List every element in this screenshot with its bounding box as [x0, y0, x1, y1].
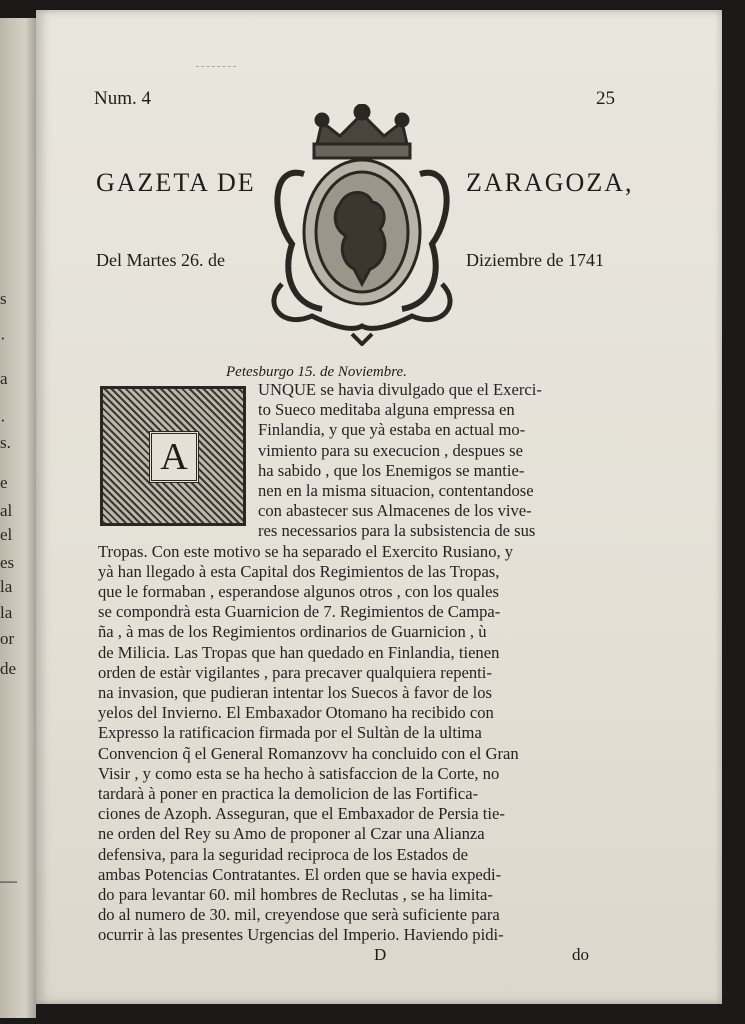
adjacent-page-fragment: es [0, 553, 15, 572]
signature-mark: D [374, 945, 387, 964]
article-line: ocurrir à las presentes Urgencias del Imperio. Haviendo pidi- [98, 925, 504, 945]
article-line: Visir , y como esta se ha hecho à satisfaccion de la Corte, no [98, 763, 500, 783]
masthead-title-right: ZARAGOZA, [466, 168, 634, 197]
article-line: Convencion q̃ el General Romanzovv ha concluido con el Gran [98, 743, 519, 763]
article-line: ña , à mas de los Regimientos ordinarios de Guarnicion , ù [98, 622, 487, 642]
article-line: Tropas. Con este motivo se ha separado el Exercito Rusiano, y [98, 541, 514, 561]
adjacent-page-fragment: de [0, 659, 17, 678]
article-line: se compondrà esta Guarnicion de 7. Regimientos de Campa- [98, 602, 501, 622]
page-number: 25 [596, 88, 615, 109]
ink-mark [196, 66, 236, 75]
adjacent-page-fragment: or [0, 629, 15, 648]
article-line: yà han llegado à esta Capital dos Regimientos de las Tropas, [98, 561, 500, 581]
article-dateline: Petesburgo 15. de Noviembre. [226, 364, 407, 380]
article-line: yelos del Invierno. El Embaxador Otomano ha recibido con [98, 703, 494, 723]
article-line: ambas Potencias Contratantes. El orden que se havia expedi- [98, 864, 502, 884]
adjacent-page-fragment: la [0, 577, 13, 596]
royal-crest-lion-icon [262, 104, 462, 346]
issue-date-right: Diziembre de 1741 [466, 250, 604, 270]
issue-date-left: Del Martes 26. de [96, 250, 225, 270]
issue-number: Num. 4 [94, 88, 151, 109]
adjacent-page-fragment: la [0, 603, 13, 622]
adjacent-page-fragment: e [0, 473, 8, 492]
article-line: do al numero de 30. mil, creyendose que serà suficiente para [98, 905, 500, 925]
adjacent-page-fragment: s [0, 289, 7, 308]
article-line: orden de estàr vigilantes , para precaver qualquiera repenti- [98, 662, 492, 682]
catchword: do [572, 945, 589, 964]
article-line: ciones de Azoph. Asseguran, que el Embaxador de Persia tie- [98, 804, 505, 824]
article-line: res necessarios para la subsistencia de sus [258, 521, 536, 541]
article-line: ne orden del Rey su Amo de proponer al Czar una Alianza [98, 824, 485, 844]
article-line: Finlandia, y que yà estaba en actual mo- [258, 420, 526, 440]
article-line: na invasion, que pudieran intentar los Suecos à favor de los [98, 683, 492, 702]
gazette-page [36, 10, 722, 1004]
adjacent-page-fragment: · [0, 329, 6, 348]
article-line: to Sueco meditaba alguna empressa en [258, 400, 515, 420]
masthead-title-left: GAZETA DE [96, 168, 256, 197]
adjacent-page-fragment: s. [0, 433, 11, 452]
adjacent-page-fragment: a [0, 369, 8, 388]
adjacent-page-fragment: — [0, 871, 17, 890]
article-line: defensiva, para la seguridad reciproca de los Estados de [98, 844, 468, 864]
article-line: vimiento para su execucion , despues se [258, 440, 523, 460]
decorated-initial [100, 386, 246, 526]
initial-letter: A [149, 431, 199, 483]
adjacent-page-fragment: al [0, 501, 13, 520]
article-line: ha sabido , que los Enemigos se mantie- [258, 460, 525, 480]
article-line: Expresso la ratificacion firmada por el Sultàn de la ultima [98, 723, 482, 743]
article-line: tardarà à poner en practica la demolicion de las Fortifica- [98, 784, 479, 803]
article-line: nen en la misma situacion, contentandose [258, 481, 534, 500]
article-line: de Milicia. Las Tropas que han quedado en Finlandia, tienen [98, 642, 500, 662]
article-line: con abastecer sus Almacenes de los vive- [258, 501, 532, 521]
article-line: UNQUE se havia divulgado que el Exerci- [258, 380, 542, 399]
adjacent-page-fragment: · [0, 411, 6, 430]
adjacent-page-fragment: el [0, 525, 13, 544]
article-line: que le formaban , esperandose algunos otros , con los quales [98, 582, 499, 601]
article-line: do para levantar 60. mil hombres de Reclutas , se ha limita- [98, 885, 493, 904]
